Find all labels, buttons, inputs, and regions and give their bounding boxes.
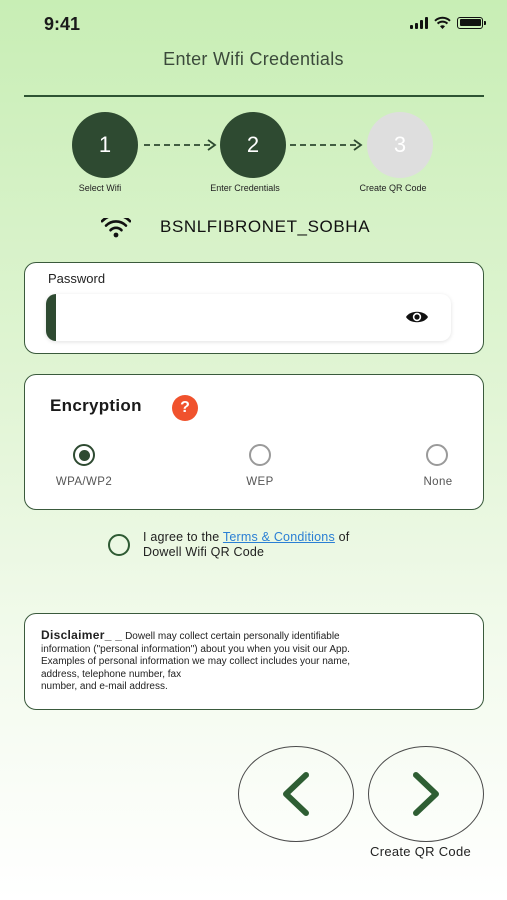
- step-connector-2: [290, 138, 364, 152]
- password-label: Password: [48, 271, 106, 286]
- status-icons: [410, 16, 483, 29]
- step-3-circle: 3: [367, 112, 433, 178]
- disclaimer-line-5: number, and e-mail address.: [41, 681, 168, 692]
- battery-icon: [457, 17, 483, 29]
- terms-link[interactable]: Terms & Conditions: [222, 530, 335, 544]
- cellular-signal-icon: [410, 17, 428, 29]
- disclaimer-line-4: address, telephone number, fax: [41, 668, 182, 680]
- help-icon[interactable]: ?: [172, 395, 198, 421]
- disclaimer-text: [41, 629, 461, 694]
- agree-terms-text: [143, 530, 433, 560]
- back-button[interactable]: [238, 746, 354, 842]
- step-1-label: Select Wifi: [78, 183, 122, 193]
- page-title: Enter Wifi Credentials: [163, 49, 344, 69]
- disclaimer-line-2: information ("personal information") about you when you visit our App.: [41, 643, 350, 655]
- wifi-icon: [101, 218, 131, 238]
- password-field-accent: [46, 294, 56, 341]
- step-2-circle: 2: [220, 112, 286, 178]
- password-input[interactable]: [62, 294, 396, 341]
- step-connector-1: [144, 138, 218, 152]
- disclaimer-line-3: Examples of personal information we may collect includes your name,: [41, 656, 351, 667]
- disclaimer-line-1: Dowell may collect certain personally identifiable: [122, 631, 340, 642]
- next-button[interactable]: [368, 746, 484, 842]
- agree-terms-radio[interactable]: [108, 534, 130, 556]
- radio-wpa-wp2-label: WPA/WP2: [55, 476, 113, 488]
- step-3-label: Create QR Code: [359, 183, 427, 193]
- radio-wep[interactable]: [249, 444, 271, 466]
- network-ssid: BSNLFIBRONET_SOBHA: [160, 217, 371, 236]
- status-time: 9:41: [44, 14, 81, 34]
- step-1-circle: 1: [72, 112, 138, 178]
- wifi-status-icon: [434, 16, 451, 29]
- disclaimer-title: Disclaimer_ _: [41, 628, 123, 642]
- encryption-card: [24, 374, 484, 510]
- agree-prefix: I agree to the: [143, 530, 223, 544]
- radio-none-label: None: [423, 476, 453, 488]
- chevron-right-icon: [406, 769, 446, 819]
- radio-none[interactable]: [426, 444, 448, 466]
- next-button-label: Create QR Code: [370, 844, 472, 859]
- radio-wpa-wp2[interactable]: [73, 444, 95, 466]
- encryption-title: Encryption: [50, 396, 142, 415]
- eye-icon[interactable]: [405, 308, 429, 326]
- title-divider: [24, 95, 484, 97]
- agree-suffix: of: [334, 530, 350, 544]
- step-2-label: Enter Credentials: [210, 183, 280, 193]
- chevron-left-icon: [276, 769, 316, 819]
- password-field-container: [46, 294, 451, 341]
- agree-app-name: Dowell Wifi QR Code: [143, 545, 265, 559]
- radio-wep-label: WEP: [246, 476, 274, 488]
